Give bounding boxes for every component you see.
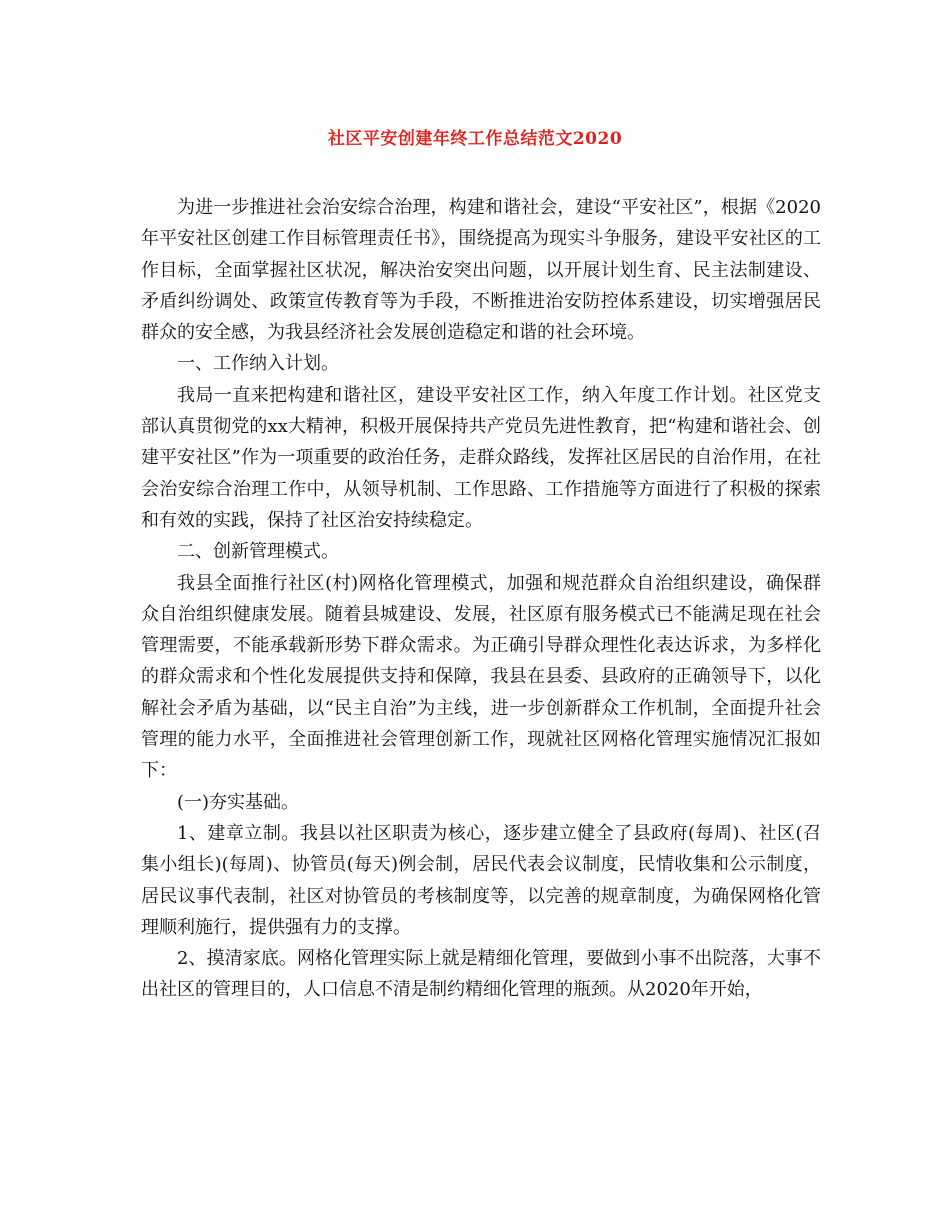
paragraph-section-2: 我县全面推行社区(村)网格化管理模式，加强和规范群众自治组织建设，确保群众自治组织健康发展。随着县城建设、发展，社区原有服务模式已不能满足现在社会管理需要，不能承载新形势下群众需求。为正确引导群众理性化表达诉求，为多样化的群众需求和个性化发展提供支持和保障，我县在县委、县政府的正确领导下，以化解社会矛盾为基础，以“民主自治”为主线，进一步创新群众工作机制，全面提升社会管理的能力水平，全面推进社会管理创新工作，现就社区网格化管理实施情况汇报如下： (141, 572, 821, 782)
subsection-heading-1: (一)夯实基础。 (177, 791, 300, 813)
paragraph-item-2: 2、摸清家底。网格化管理实际上就是精细化管理，要做到小事不出院落，大事不出社区的管理目的，人口信息不清是制约精细化管理的瓶颈。从2020年开始， (141, 948, 821, 1001)
document-title: 社区平安创建年终工作总结范文2020 (327, 129, 623, 149)
section-heading-1: 一、工作纳入计划。 (177, 353, 339, 375)
paragraph-item-1: 1、建章立制。我县以社区职责为核心，逐步建立健全了县政府(每周)、社区(召集小组长)(每周)、协管员(每天)例会制，居民代表会议制度，民情收集和公示制度，居民议事代表制，社区对协管员的考核制度等，以完善的规章制度，为确保网格化管理顺利施行，提供强有力的支撑。 (141, 822, 821, 938)
section-heading-2: 二、创新管理模式。 (177, 541, 339, 563)
document-body (141, 192, 821, 1006)
paragraph-section-1: 我局一直来把构建和谐社区，建设平安社区工作，纳入年度工作计划。社区党支部认真贯彻党的xx大精神，积极开展保持共产党员先进性教育，把“构建和谐社会、创建平安社区”作为一项重要的政治任务，走群众路线，发挥社区居民的自治作用，在社会治安综合治理工作中，从领导机制、工作思路、工作措施等方面进行了积极的探索和有效的实践，保持了社区治安持续稳定。 (141, 384, 821, 531)
paragraph-intro: 为进一步推进社会治安综合治理，构建和谐社会，建设“平安社区”，根据《2020年平安社区创建工作目标管理责任书》，围绕提高为现实斗争服务，建设平安社区的工作目标，全面掌握社区状况，解决治安突出问题，以开展计划生育、民主法制建设、矛盾纠纷调处、政策宣传教育等为手段，不断推进治安防控体系建设，切实增强居民群众的安全感，为我县经济社会发展创造稳定和谐的社会环境。 (141, 197, 821, 344)
